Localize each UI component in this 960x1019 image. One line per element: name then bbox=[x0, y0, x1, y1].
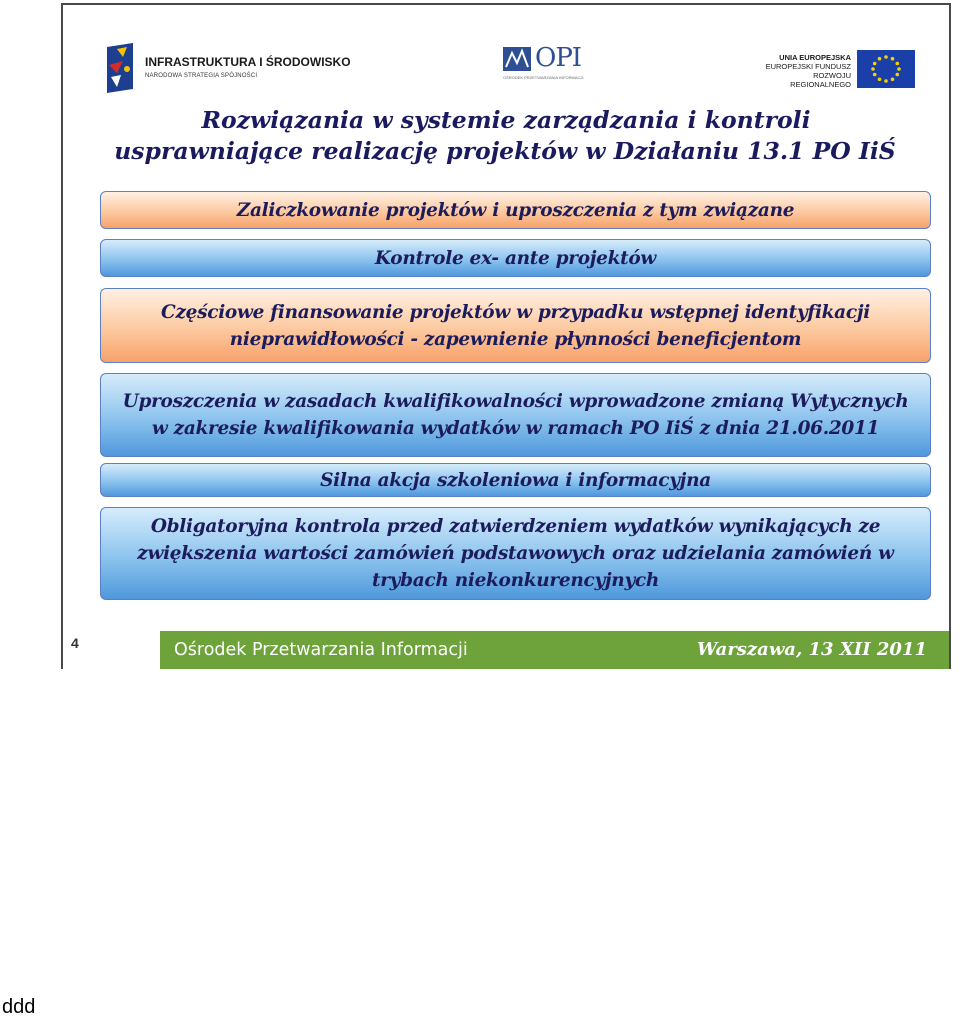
slide-title bbox=[63, 105, 949, 167]
solution-box-eligibility-simplifications bbox=[100, 373, 931, 457]
box-2-line-1: Kontrole ex- ante projektów bbox=[374, 247, 657, 269]
eu-line-1: UNIA EUROPEJSKA bbox=[779, 53, 851, 62]
box-3-line-2: nieprawidłowości - zapewnienie płynności beneficjentom bbox=[229, 328, 802, 350]
eu-line-3: ROZWOJU REGIONALNEGO bbox=[790, 71, 851, 89]
page-number: 4 bbox=[71, 635, 79, 651]
box-6-line-3: trybach niekonkurencyjnych bbox=[371, 570, 660, 591]
box-6-line-2: zwiększenia wartości zamówień podstawowych oraz udzielania zamówień w bbox=[137, 543, 894, 564]
infrastruktura-title: INFRASTRUKTURA I ŚRODOWISKO bbox=[145, 55, 351, 69]
box-3-line-1: Częściowe finansowanie projektów w przypadku wstępnej identyfikacji bbox=[161, 301, 870, 323]
solution-box-advance-payments bbox=[100, 191, 931, 229]
infrastruktura-logo bbox=[107, 43, 367, 95]
flag-logo-icon bbox=[107, 43, 137, 93]
footer-date: Warszawa, 13 XII 2011 bbox=[697, 639, 927, 660]
footer-organization: Ośrodek Przetwarzania Informacji bbox=[174, 640, 468, 660]
title-line-1: Rozwiązania w systemie zarządzania i kontroli bbox=[201, 106, 811, 134]
opi-subtitle: OŚRODEK PRZETWARZANIA INFORMACJI bbox=[503, 75, 584, 80]
page-number-cell bbox=[63, 631, 160, 669]
footer-bar bbox=[160, 631, 949, 669]
opi-logo bbox=[503, 43, 593, 85]
slide-footer bbox=[63, 631, 949, 669]
slide bbox=[61, 3, 951, 669]
box-1-line-1: Zaliczkowanie projektów i uproszczenia z tym związane bbox=[236, 199, 795, 221]
box-6-line-1: Obligatoryjna kontrola przed zatwierdzeniem wydatków wynikających ze bbox=[150, 516, 881, 537]
eu-text bbox=[751, 53, 851, 89]
eu-flag-icon bbox=[857, 50, 915, 88]
solution-box-partial-financing bbox=[100, 288, 931, 363]
solution-box-mandatory-control bbox=[100, 507, 931, 600]
eu-logo bbox=[751, 50, 921, 92]
title-line-2: usprawniające realizację projektów w Działaniu 13.1 PO IiŚ bbox=[114, 137, 896, 165]
box-4-line-1: Uproszczenia w zasadach kwalifikowalności wprowadzone zmianą Wytycznych bbox=[122, 391, 909, 412]
box-5-line-1: Silna akcja szkoleniowa i informacyjna bbox=[320, 469, 711, 491]
solution-box-training bbox=[100, 463, 931, 497]
infrastruktura-subtitle: NARODOWA STRATEGIA SPÓJNOŚCI bbox=[145, 73, 258, 79]
page-label: ddd bbox=[2, 996, 36, 1018]
eu-line-2: EUROPEJSKI FUNDUSZ bbox=[765, 62, 851, 71]
opi-name: OPI bbox=[535, 43, 582, 73]
box-4-line-2: w zakresie kwalifikowania wydatków w ramach PO IiŚ z dnia 21.06.2011 bbox=[151, 418, 880, 439]
opi-emblem-icon bbox=[503, 47, 531, 71]
solution-box-ex-ante-controls bbox=[100, 239, 931, 277]
